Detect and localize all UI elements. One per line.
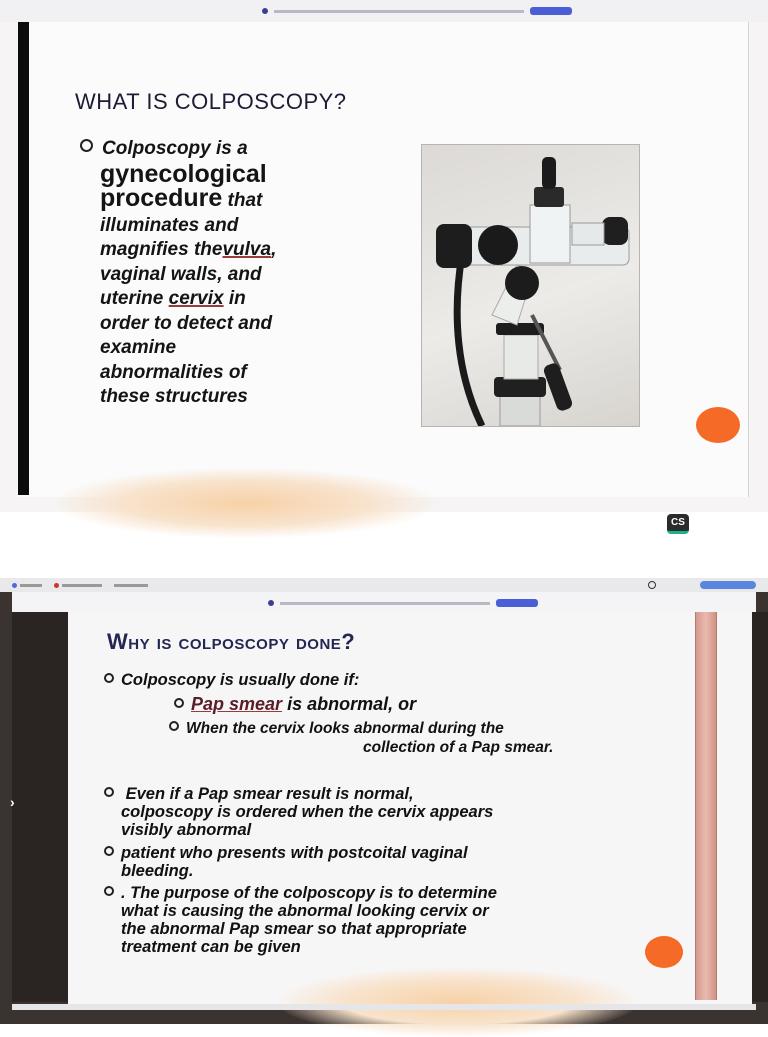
bullet-4	[104, 884, 497, 903]
browser-notice-bar	[12, 592, 756, 612]
bullet-3	[104, 844, 468, 863]
dark-left-margin	[12, 612, 68, 1002]
info-icon	[268, 600, 274, 606]
body-line-order: order to detect and	[100, 312, 273, 334]
sub-bullet-2	[169, 720, 504, 738]
body-line-vaginal: vaginal walls, and	[100, 263, 262, 285]
browser-tab-1[interactable]	[12, 583, 42, 588]
info-icon	[262, 8, 268, 14]
sub-bullet-2-line-1: When the cervix looks abnormal during the	[186, 720, 504, 737]
body-comma: ,	[271, 239, 277, 260]
browser-tab-2[interactable]	[54, 583, 102, 588]
browser-tab-3[interactable]	[114, 584, 148, 587]
bullet-2-line-2: colposcopy is ordered when the cervix appears	[121, 803, 494, 821]
camscanner-badge: CS	[667, 514, 689, 534]
bullet-4-line-3: the abnormal Pap smear so that appropriate	[121, 920, 467, 938]
sub-bullet-1-text: is abnormal, or	[287, 694, 417, 714]
bullet-2-line-1: Even if a Pap smear result is normal,	[121, 785, 414, 803]
slide-photo-1	[0, 0, 768, 512]
slide-what-is-colposcopy	[18, 22, 749, 497]
body-line-magnifies: magnifies the	[100, 239, 223, 260]
bullet-4-line-2: what is causing the abnormal looking cervix or	[121, 902, 489, 920]
body-line-structures: these structures	[100, 386, 248, 407]
bullet-circle-icon	[174, 698, 184, 708]
notice-text-blur	[280, 602, 490, 605]
slide-why-is-colposcopy-done	[68, 612, 752, 1004]
notice-strip	[268, 599, 538, 607]
browser-action-button[interactable]	[700, 581, 756, 589]
orange-pointer-dot	[696, 407, 740, 443]
body-after-big: that	[227, 190, 263, 211]
orange-pointer-dot	[645, 936, 683, 968]
slide-left-border	[18, 22, 29, 495]
colposcope-drawing	[422, 145, 639, 426]
dark-right-margin	[752, 612, 768, 1002]
bullet-circle-icon	[104, 787, 114, 797]
sub-bullet-1	[174, 694, 416, 715]
link-vulva[interactable]: vulva	[222, 239, 272, 260]
slide-right-decor-bar	[695, 612, 717, 1000]
bullet-3-line-1: patient who presents with postcoital vaginal	[121, 844, 468, 862]
notice-action-button[interactable]	[530, 7, 572, 15]
bullet-circle-icon	[104, 846, 114, 856]
tab-favicon-icon	[54, 583, 59, 588]
profile-icon[interactable]	[648, 581, 656, 589]
light-glare	[278, 967, 638, 1037]
body-big-word-2: procedure	[100, 184, 223, 212]
notice-action-button[interactable]	[496, 599, 538, 607]
slide-body	[80, 137, 380, 410]
bullet-circle-icon	[169, 721, 179, 731]
bullet-2	[104, 785, 414, 804]
colposcope-image	[421, 144, 640, 427]
browser-tab-bar	[0, 578, 768, 592]
bullet-circle-icon	[104, 886, 114, 896]
body-line-abnormalities: abnormalities of	[100, 361, 247, 383]
taskbar-strip	[12, 1004, 756, 1010]
chevron-right-icon[interactable]: ›	[10, 794, 15, 810]
notice-strip	[262, 7, 572, 15]
sub-bullet-2-line-2: collection of a Pap smear.	[363, 739, 554, 756]
body-intro: Colposcopy is a	[102, 138, 248, 159]
bullet-1	[104, 671, 359, 690]
tab-favicon-icon	[12, 583, 17, 588]
body-big-word-1: gynecological	[100, 159, 267, 188]
bullet-3-line-2: bleeding.	[121, 862, 194, 880]
link-pap-smear[interactable]: Pap smear	[191, 694, 283, 714]
body-line-examine: examine	[100, 337, 177, 358]
body-uterine: uterine	[100, 288, 164, 309]
body-line-illuminates: illuminates and	[100, 214, 239, 236]
bullet-4-line-1: . The purpose of the colposcopy is to determine	[121, 884, 497, 902]
slide-title: Why is colposcopy done?	[107, 629, 356, 654]
notice-text-blur	[274, 10, 524, 13]
link-cervix[interactable]: cervix	[168, 288, 224, 309]
bullet-4-line-4: treatment can be given	[121, 938, 301, 956]
bullet-circle-icon	[104, 673, 114, 683]
bullet-circle-icon	[80, 139, 93, 152]
slide-title: WHAT IS COLPOSCOPY?	[75, 89, 347, 114]
light-glare	[55, 468, 435, 538]
body-in: in	[228, 288, 246, 309]
bullet-1-text: Colposcopy is usually done if:	[121, 671, 360, 689]
bullet-2-line-3: visibly abnormal	[121, 821, 252, 839]
slide-photo-2	[0, 578, 768, 1024]
browser-notice-bar	[0, 0, 768, 22]
